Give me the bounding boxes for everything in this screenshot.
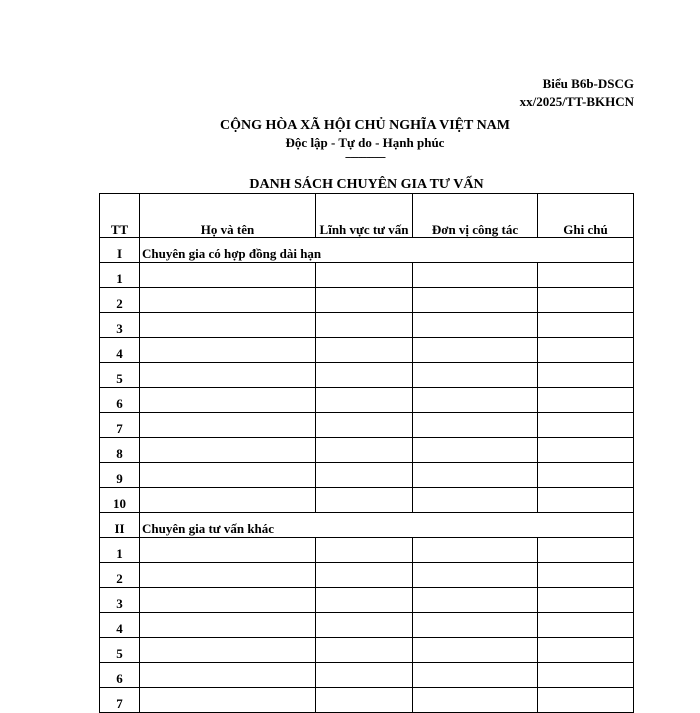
table-row (100, 438, 634, 463)
workplace-cell (413, 263, 538, 288)
field-cell (316, 663, 413, 688)
row-number: 8 (100, 438, 140, 463)
full-name-cell (140, 438, 316, 463)
workplace-cell (413, 588, 538, 613)
section-row (100, 238, 634, 263)
column-header-field: Lĩnh vực tư vấn (316, 194, 413, 238)
field-cell (316, 338, 413, 363)
full-name-cell (140, 363, 316, 388)
table-row (100, 638, 634, 663)
notes-cell (538, 638, 634, 663)
notes-cell (538, 688, 634, 713)
row-number: 10 (100, 488, 140, 513)
row-number: 3 (100, 313, 140, 338)
full-name-cell (140, 688, 316, 713)
notes-cell (538, 463, 634, 488)
field-cell (316, 488, 413, 513)
row-number: 7 (100, 413, 140, 438)
section-row (100, 513, 634, 538)
full-name-cell (140, 663, 316, 688)
full-name-cell (140, 413, 316, 438)
full-name-cell (140, 488, 316, 513)
full-name-cell (140, 613, 316, 638)
row-number: 2 (100, 288, 140, 313)
workplace-cell (413, 363, 538, 388)
header-separator: --------------- (345, 151, 385, 163)
row-number: 5 (100, 363, 140, 388)
table-row (100, 463, 634, 488)
notes-cell (538, 563, 634, 588)
workplace-cell (413, 688, 538, 713)
row-number: 1 (100, 538, 140, 563)
workplace-cell (413, 313, 538, 338)
notes-cell (538, 363, 634, 388)
notes-cell (538, 413, 634, 438)
field-cell (316, 538, 413, 563)
notes-cell (538, 338, 634, 363)
document-title: DANH SÁCH CHUYÊN GIA TƯ VẤN (249, 177, 484, 192)
national-header (140, 117, 590, 161)
full-name-cell (140, 563, 316, 588)
workplace-cell (413, 463, 538, 488)
table-header-row (100, 194, 634, 238)
table-row (100, 538, 634, 563)
expert-list-table (99, 193, 634, 713)
row-number: 1 (100, 263, 140, 288)
workplace-cell (413, 288, 538, 313)
table-row (100, 688, 634, 713)
row-number: 3 (100, 588, 140, 613)
field-cell (316, 563, 413, 588)
table-row (100, 363, 634, 388)
table-row (100, 663, 634, 688)
form-code-label: Biểu B6b-DSCG (542, 76, 634, 91)
column-header-workplace: Đơn vị công tác (413, 194, 538, 238)
notes-cell (538, 538, 634, 563)
row-number: 9 (100, 463, 140, 488)
table-row (100, 563, 634, 588)
field-cell (316, 313, 413, 338)
field-cell (316, 363, 413, 388)
table-row (100, 263, 634, 288)
full-name-cell (140, 538, 316, 563)
workplace-cell (413, 563, 538, 588)
workplace-cell (413, 438, 538, 463)
row-number: 6 (100, 663, 140, 688)
table-row (100, 588, 634, 613)
workplace-cell (413, 538, 538, 563)
notes-cell (538, 313, 634, 338)
notes-cell (538, 288, 634, 313)
column-header-full-name: Họ và tên (140, 194, 316, 238)
workplace-cell (413, 613, 538, 638)
form-code (520, 75, 634, 111)
notes-cell (538, 663, 634, 688)
nation-title: CỘNG HÒA XÃ HỘI CHỦ NGHĨA VIỆT NAM (219, 118, 510, 133)
full-name-cell (140, 388, 316, 413)
table-body (100, 238, 634, 713)
row-number: 4 (100, 613, 140, 638)
section-number: I (100, 238, 140, 263)
column-header-notes: Ghi chú (538, 194, 634, 238)
full-name-cell (140, 288, 316, 313)
table-row (100, 613, 634, 638)
full-name-cell (140, 338, 316, 363)
table-row (100, 488, 634, 513)
form-code-reference: xx/2025/TT-BKHCN (519, 94, 634, 109)
workplace-cell (413, 488, 538, 513)
field-cell (316, 688, 413, 713)
full-name-cell (140, 463, 316, 488)
notes-cell (538, 263, 634, 288)
table-row (100, 313, 634, 338)
row-number: 5 (100, 638, 140, 663)
row-number: 4 (100, 338, 140, 363)
field-cell (316, 288, 413, 313)
workplace-cell (413, 413, 538, 438)
table-row (100, 413, 634, 438)
row-number: 6 (100, 388, 140, 413)
notes-cell (538, 438, 634, 463)
field-cell (316, 438, 413, 463)
field-cell (316, 263, 413, 288)
table-row (100, 338, 634, 363)
notes-cell (538, 388, 634, 413)
workplace-cell (413, 388, 538, 413)
field-cell (316, 388, 413, 413)
full-name-cell (140, 638, 316, 663)
national-motto: Độc lập - Tự do - Hạnh phúc (285, 135, 445, 150)
field-cell (316, 463, 413, 488)
notes-cell (538, 588, 634, 613)
section-number: II (100, 513, 140, 538)
section-label: Chuyên gia có hợp đồng dài hạn (140, 238, 634, 263)
workplace-cell (413, 338, 538, 363)
table-row (100, 388, 634, 413)
workplace-cell (413, 663, 538, 688)
workplace-cell (413, 638, 538, 663)
row-number: 7 (100, 688, 140, 713)
full-name-cell (140, 313, 316, 338)
field-cell (316, 588, 413, 613)
section-label: Chuyên gia tư vấn khác (140, 513, 634, 538)
notes-cell (538, 613, 634, 638)
field-cell (316, 413, 413, 438)
field-cell (316, 613, 413, 638)
notes-cell (538, 488, 634, 513)
field-cell (316, 638, 413, 663)
row-number: 2 (100, 563, 140, 588)
full-name-cell (140, 263, 316, 288)
full-name-cell (140, 588, 316, 613)
column-header-tt: TT (100, 194, 140, 238)
table-row (100, 288, 634, 313)
